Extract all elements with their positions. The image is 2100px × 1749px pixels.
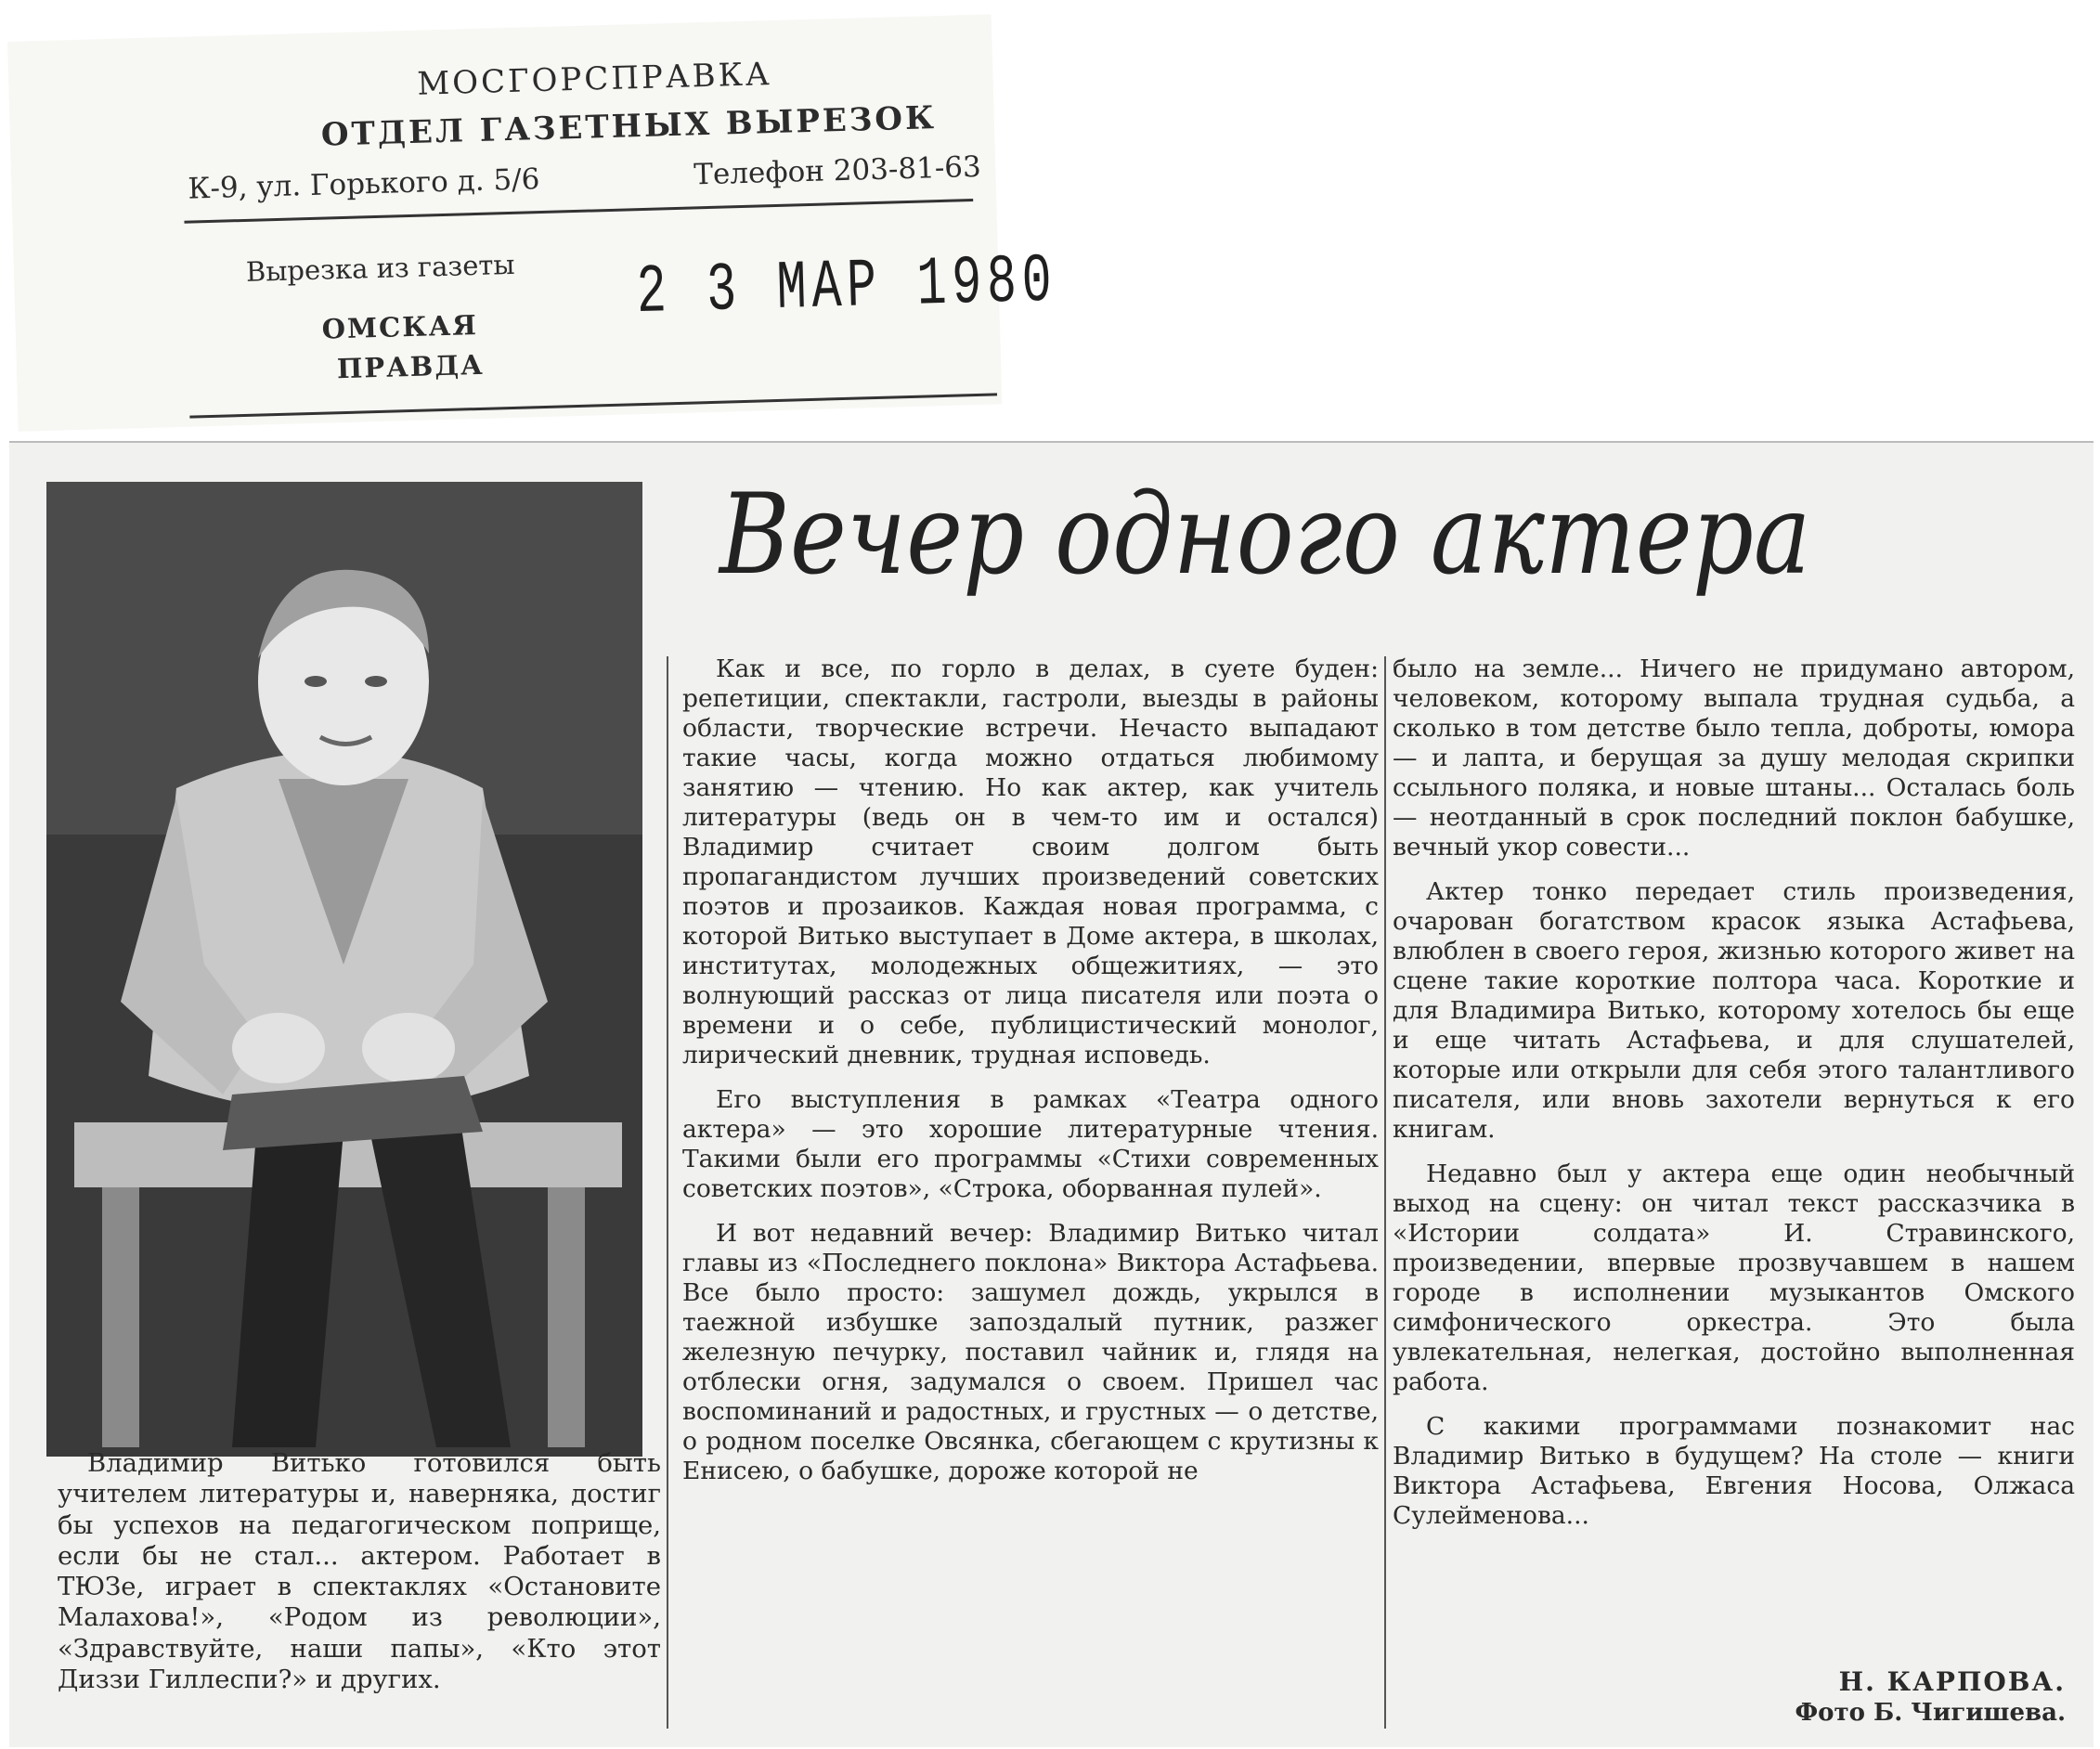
article-author: Н. КАРПОВА. bbox=[1838, 1666, 2066, 1697]
paragraph: было на земле... Ничего не придумано автором, человеком, которому выпала трудная судьба, а сколько в том детстве было тепла, доброты, юмора — и лапта, и берущая за душу мелодая скрипки ссыльного поляка, и новые штаны... Осталась боль — неотданный в срок последний поклон бабушке, вечный укор совести... bbox=[1393, 654, 2075, 862]
paragraph: Его выступления в рамках «Театра одного актера» — это хорошие литературные чтения. Такими были его программы «Стихи современных советских поэтов», «Строка, оборванная пулей». bbox=[682, 1085, 1379, 1203]
date-stamp: 2 3 МАР 1980 bbox=[635, 242, 1058, 333]
newspaper-name-line1: ОМСКАЯ bbox=[321, 308, 479, 345]
department-name: ОТДЕЛ ГАЗЕТНЫХ ВЫРЕЗОК bbox=[320, 99, 938, 154]
photo-credit: Фото Б. Чигишева. bbox=[1795, 1699, 2066, 1727]
label-divider-bottom bbox=[189, 393, 997, 418]
actor-photo-illustration bbox=[46, 482, 642, 1457]
column-divider-right bbox=[1384, 656, 1386, 1729]
article-column-middle bbox=[682, 654, 1379, 1501]
article-column-right bbox=[1393, 654, 2075, 1546]
actor-photo bbox=[46, 482, 642, 1457]
clipping-bureau-label bbox=[7, 14, 1058, 431]
paragraph: Актер тонко передает стиль произведения, очарован богатством красок языка Астафьева, влюблен в своего героя, жизнью которого живет на сцене такие короткие полтора часа. Короткие и для Владимира Витько, которому хотелось бы еще и еще читать Астафьева, и для слушателей, которые или открыли для себя этого талантливого писателя, или вновь захотели вернуться к его книгам. bbox=[1393, 877, 2075, 1144]
paragraph: С какими программами познакомит нас Владимир Витько в будущем? На столе — книги Виктора Астафьева, Евгения Носова, Олжаса Сулейменова... bbox=[1393, 1412, 2075, 1530]
paragraph: И вот недавний вечер: Владимир Витько читал главы из «Последнего поклона» Виктора Астафьева. Все было просто: зашумел дождь, укрылся в таежной избушке запоздалый путник, разжег железную печурку, поставил чайник и, глядя на отблески огня, задумался о своем. Пришел час воспоминаний и радостных, и грустных — о детстве, о родном поселке Овсянка, сбегающем с крутизны к Енисею, о бабушке, дороже которой не bbox=[682, 1219, 1379, 1485]
photo-caption: Владимир Витько готовился быть учителем литературы и, наверняка, достиг бы успехов на педагогическом поприще, если бы не стал... актером. Работает в ТЮЗе, играет в спектаклях «Остановите Малахова!», «Родом из революции», «Здравствуйте, наши папы», «Кто этот Диззи Гиллеспи?» и других. bbox=[58, 1448, 661, 1694]
bureau-phone: Телефон 203-81-63 bbox=[693, 149, 982, 192]
column-divider-left bbox=[667, 656, 668, 1729]
bureau-address: К-9, ул. Горького д. 5/6 bbox=[188, 162, 540, 206]
clipping-source-label: Вырезка из газеты bbox=[245, 248, 515, 288]
paragraph: Как и все, по горло в делах, в суете буден: репетиции, спектакли, гастроли, выезды в районы области, творческие встречи. Нечасто выпадают такие часы, когда можно отдаться любимому занятию — чтению. Но как актер, как учитель литературы (ведь он в чем-то им и остался) Владимир считает своим долгом быть пропагандистом лучших произведений советских поэтов и прозаиков. Каждая новая программа, с которой Витько выступает в Доме актера, в школах, институтах, молодежных общежитиях, — это волнующий рассказ от лица писателя или поэта о времени и о себе, публицистический монолог, лирический дневник, трудная исповедь. bbox=[682, 654, 1379, 1069]
paragraph: Недавно был у актера еще один необычный выход на сцену: он читал текст рассказчика в «Истории солдата» И. Стравинского, произведении, впервые прозвучавшем в нашем городе в исполнении музыкантов Омского симфонического оркестра. Это была увлекательная, нелегкая, достойно выполненная работа. bbox=[1393, 1160, 2075, 1396]
newspaper-name-line2: ПРАВДА bbox=[336, 348, 486, 385]
article-headline: Вечер одного актера bbox=[719, 471, 1811, 600]
newspaper-clipping bbox=[9, 441, 2094, 1747]
bureau-name: МОСГОРСПРАВКА bbox=[416, 56, 773, 103]
